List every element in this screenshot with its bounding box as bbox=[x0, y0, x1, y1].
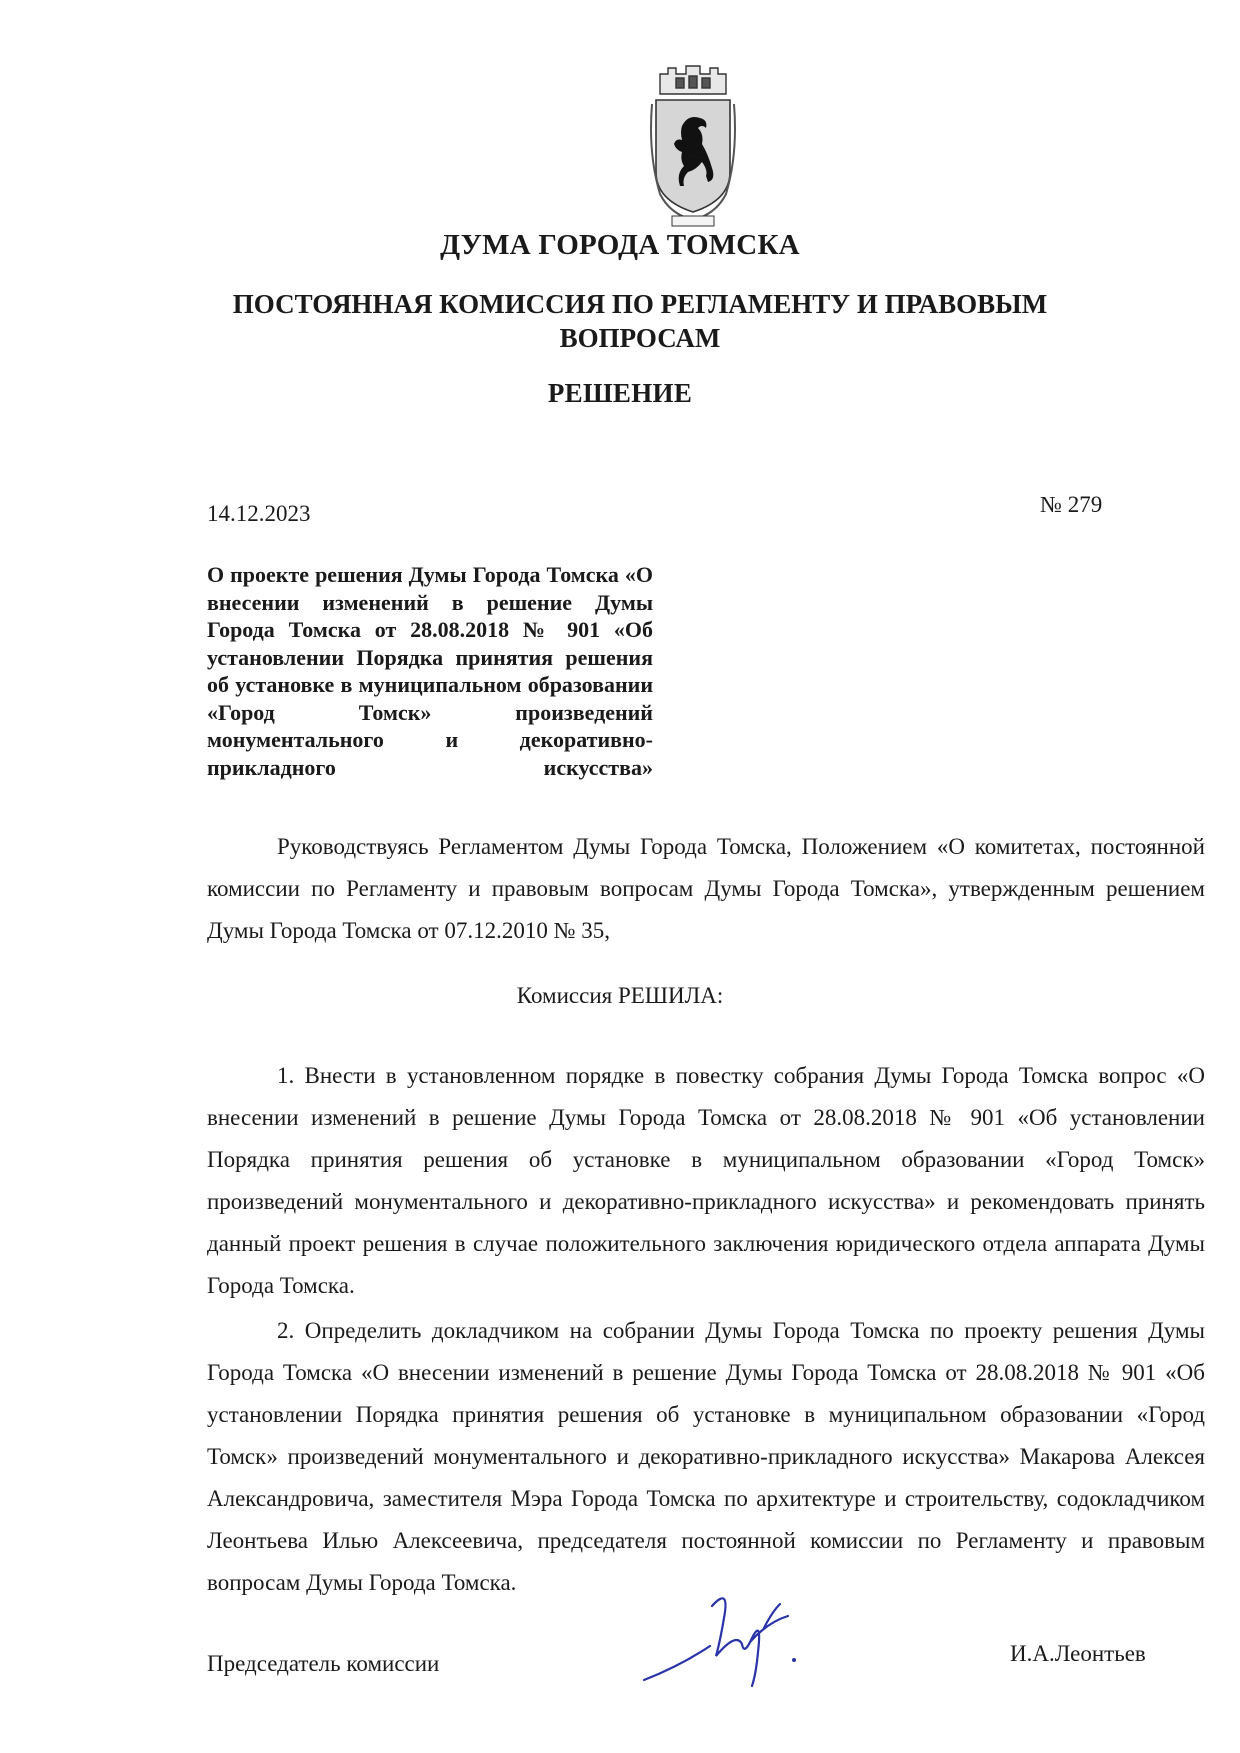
decision-item-1-text: 1. Внести в установленном порядке в повестку собрания Думы Города Томска вопрос «О внесении изменений в решение Думы Города Томска от 28.08.2018 № 901 «Об установлении Порядка принятия решения об установке в муниципальном образовании «Город Томск» произведений монументального и декоративно-прикладного искусства» и рекомендовать принять данный проект решения в случае положительного заключения юридического отдела аппарата Думы Города Томска. bbox=[207, 1063, 1205, 1298]
intro-text: Руководствуясь Регламентом Думы Города Томска, Положением «О комитетах, постоянной комиссии по Регламенту и правовым вопросам Думы Города Томска», утвержденным решением Думы Города Томска от 07.12.2010 № 35, bbox=[207, 834, 1205, 943]
emblem-ribbon-text: Томск bbox=[687, 154, 703, 160]
signatory-name: И.А.Леонтьев bbox=[1010, 1641, 1146, 1666]
organization-heading: ДУМА ГОРОДА ТОМСКА bbox=[440, 229, 800, 261]
city-coat-of-arms-icon bbox=[646, 64, 740, 230]
document-number: № 279 bbox=[1040, 492, 1103, 517]
resolved-heading: Комиссия РЕШИЛА: bbox=[516, 983, 724, 1008]
handwritten-signature bbox=[640, 1582, 840, 1692]
signatory-role: Председатель комиссии bbox=[207, 1651, 440, 1676]
document-date: 14.12.2023 bbox=[207, 501, 311, 526]
commission-heading: ПОСТОЯННАЯ КОМИССИЯ ПО РЕГЛАМЕНТУ И ПРАВОВЫМ ВОПРОСАМ bbox=[232, 289, 1048, 353]
intro-paragraph bbox=[207, 826, 1205, 952]
decision-item-2 bbox=[207, 1310, 1205, 1604]
decision-item-1 bbox=[207, 1055, 1205, 1307]
document-type-heading: РЕШЕНИЕ bbox=[547, 378, 693, 408]
decision-title: О проекте решения Думы Города Томска «О внесении изменений в решение Думы Города Томска от 28.08.2018 № 901 «Об установлении Порядка принятия решения об установке в муниципальном образовании «Город Томск» произведений монументального и декоративно-прикладного искусства» bbox=[207, 562, 653, 780]
decision-item-2-text: 2. Определить докладчиком на собрании Думы Города Томска по проекту решения Думы Города Томска «О внесении изменений в решение Думы Города Томска от 28.08.2018 № 901 «Об установлении Порядка принятия решения об установке в муниципальном образовании «Город Томск» произведений монументального и декоративно-прикладного искусства» Макарова Алексея Александровича, заместителя Мэра Города Томска по архитектуре и строительству, содокладчиком Леонтьева Илью Алексеевича, председателя постоянной комиссии по Регламенту и правовым вопросам Думы Города Томска. bbox=[207, 1318, 1205, 1595]
